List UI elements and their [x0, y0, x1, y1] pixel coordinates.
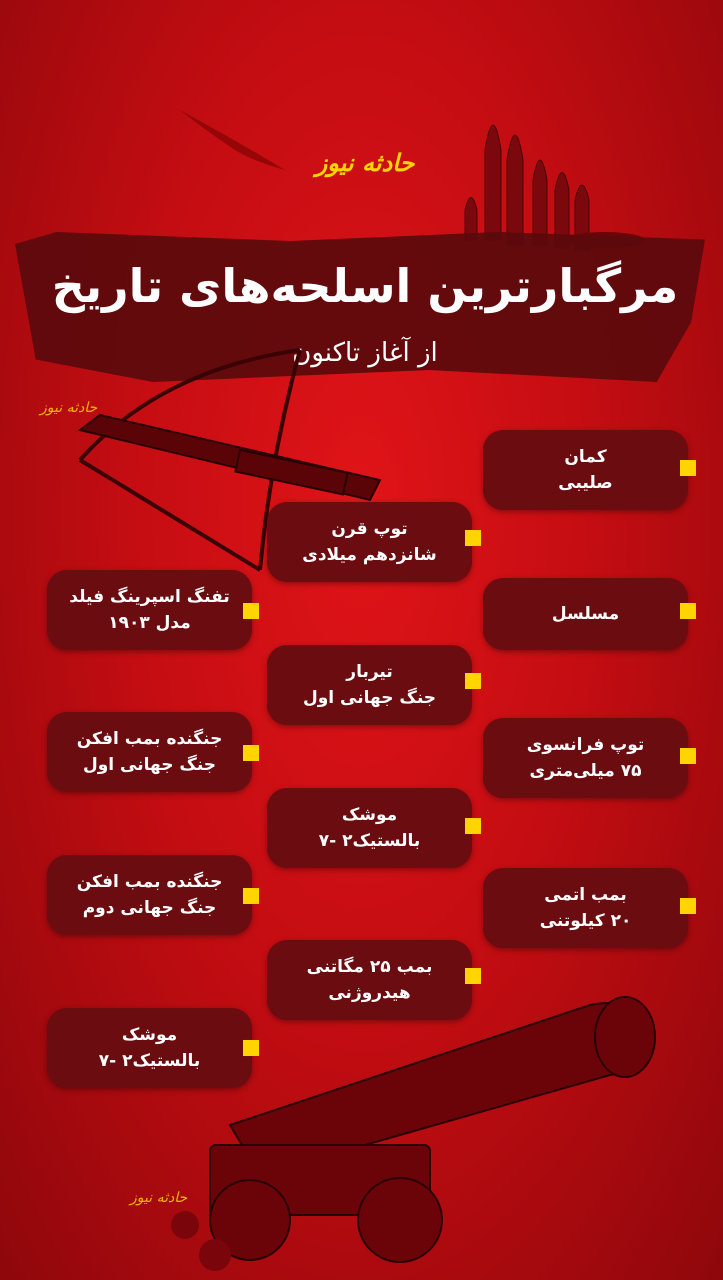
comet-decoration — [175, 100, 295, 180]
weapon-item-line2: مدل ۱۹۰۳ — [108, 613, 191, 633]
weapon-item-line1: بمب اتمی — [544, 885, 627, 905]
bullet-marker — [243, 888, 259, 904]
bullet-marker — [680, 603, 696, 619]
weapon-item-line1: تفنگ اسپرینگ فیلد — [69, 587, 230, 607]
weapon-item-16th-century-cannon — [267, 502, 472, 582]
bullet-marker — [680, 748, 696, 764]
weapon-item-line1: توپ فرانسوی — [526, 735, 645, 755]
weapon-item-line2: جنگ جهانی اول — [82, 755, 217, 775]
weapon-item-machine-gun-ww1 — [267, 645, 472, 725]
bullet-marker — [243, 745, 259, 761]
page-title: مرگبارترین اسلحه‌های تاریخ — [51, 259, 679, 313]
weapon-item-line2: جنگ جهانی دوم — [82, 898, 217, 918]
watermark-top: حادثه نیوز — [40, 400, 98, 416]
weapon-item-line2: جنگ جهانی اول — [302, 688, 437, 708]
weapon-item-line1: موشک — [341, 805, 398, 825]
weapon-item-v2-missile-2 — [47, 1008, 252, 1088]
bullet-marker — [465, 818, 481, 834]
bullet-marker — [243, 1040, 259, 1056]
bullet-marker — [465, 530, 481, 546]
weapon-item-crossbow — [483, 430, 688, 510]
weapon-item-line1: تیربار — [346, 662, 393, 682]
weapon-item-line1: مسلسل — [551, 604, 620, 624]
weapon-item-french-cannon — [483, 718, 688, 798]
weapon-item-line2: بالستیک۲ -۷ — [318, 831, 421, 851]
weapon-item-line2: ۲۰ کیلوتنی — [539, 911, 632, 931]
brand-logo: حادثه نیوز — [315, 148, 415, 177]
page-subtitle: از آغاز تاکنون — [292, 338, 438, 368]
weapon-item-machine-gun — [483, 578, 688, 650]
bullet-marker — [680, 898, 696, 914]
weapon-item-line1: موشک — [121, 1025, 178, 1045]
bullet-marker — [680, 460, 696, 476]
bullet-marker — [243, 603, 259, 619]
bullet-marker — [465, 968, 481, 984]
watermark-bottom: حادثه نیوز — [130, 1190, 188, 1206]
weapon-item-line1: جنگنده بمب افکن — [76, 729, 223, 749]
weapon-item-line2: هیدروژنی — [328, 983, 411, 1003]
weapon-item-line1: بمب ۲۵ مگاتنی — [306, 957, 433, 977]
bullet-marker — [465, 673, 481, 689]
weapon-item-line1: کمان — [564, 447, 607, 467]
weapon-item-line2: صلیبی — [558, 473, 613, 493]
weapon-item-line2: ۷۵ میلی‌متری — [529, 761, 642, 781]
weapon-item-atomic-bomb — [483, 868, 688, 948]
weapon-item-line2: بالستیک۲ -۷ — [98, 1051, 201, 1071]
weapon-item-line2: شانزدهم میلادی — [302, 545, 437, 565]
weapon-item-ww2-bomber — [47, 855, 252, 935]
weapon-item-line1: جنگنده بمب افکن — [76, 872, 223, 892]
weapon-item-v2-missile — [267, 788, 472, 868]
weapon-item-line1: توپ قرن — [331, 519, 408, 539]
weapon-item-ww1-bomber — [47, 712, 252, 792]
weapon-item-hydrogen-bomb — [267, 940, 472, 1020]
weapon-item-springfield-rifle — [47, 570, 252, 650]
